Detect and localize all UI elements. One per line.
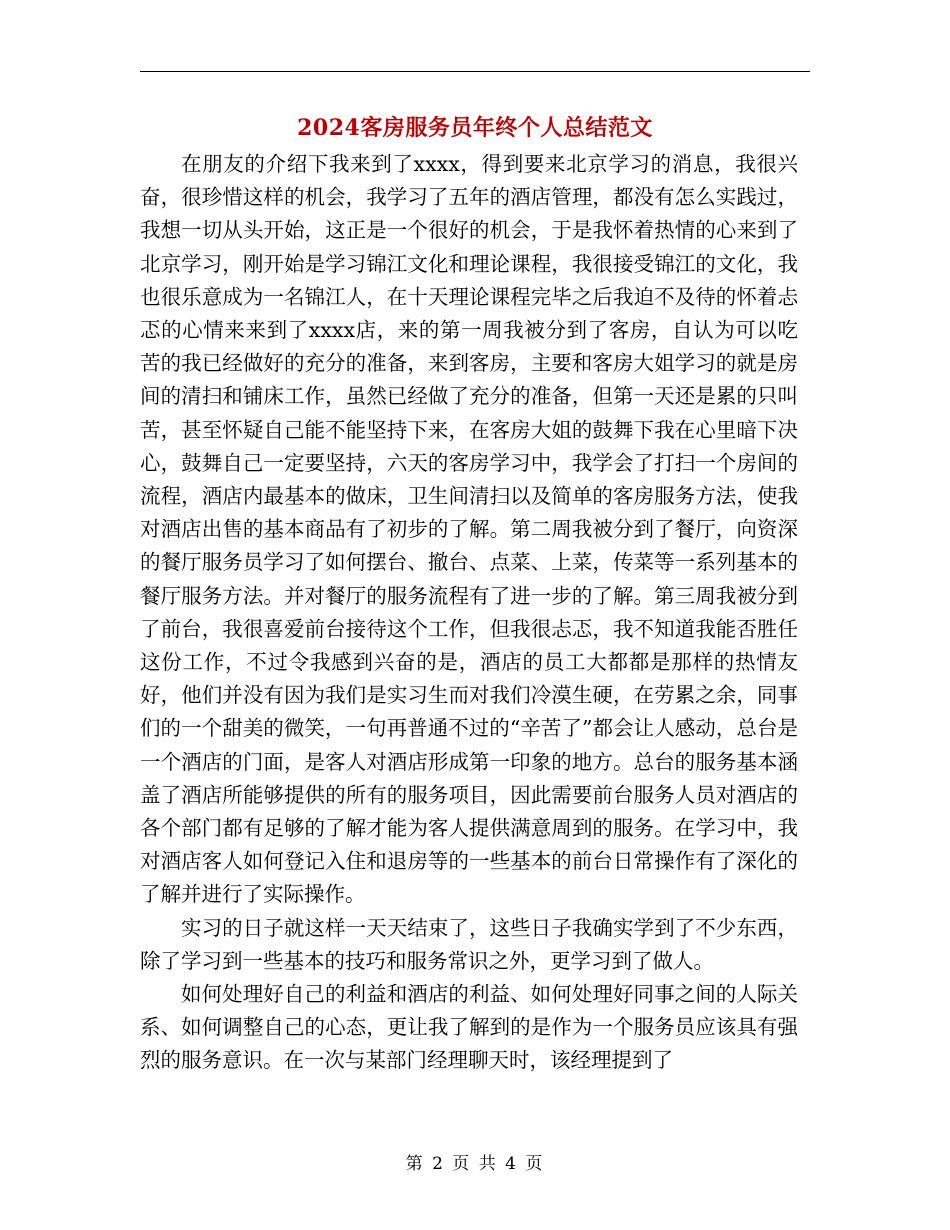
paragraph-1: 在朋友的介绍下我来到了xxxx，得到要来北京学习的消息，我很兴奋，很珍惜这样的机会，我学习了五年的酒店管理，都没有怎么实践过，我想一切从头开始，这正是一个很好的机会，于是我怀着热情的心来到了北京学习，刚开始是学习锦江文化和理论课程，我很接受锦江的文化，我也很乐意成为一名锦江人，在十天理论课程完毕之后我迫不及待的怀着忐忑的心情来来到了xxxx店，来的第一周我被分到了客房，自认为可以吃苦的我已经做好的充分的准备，来到客房，主要和客房大姐学习的就是房间的清扫和铺床工作，虽然已经做了充分的准备，但第一天还是累的只叫苦，甚至怀疑自己能不能坚持下来，在客房大姐的鼓舞下我在心里暗下决心，鼓舞自己一定要坚持，六天的客房学习中，我学会了打扫一个房间的流程，酒店内最基本的做床，卫生间清扫以及简单的客房服务方法，使我对酒店出售的基本商品有了初步的了解。第二周我被分到了餐厅，向资深的餐厅服务员学习了如何摆台、撤台、点菜、上菜，传菜等一系列基本的餐厅服务方法。并对餐厅的服务流程有了进一步的了解。第三周我被分到了前台，我很喜爱前台接待这个工作，但我很忐忑，我不知道我能否胜任这份工作，不过令我感到兴奋的是，酒店的员工大都都是那样的热情友好，他们并没有因为我们是实习生而对我们冷漠生硬，在劳累之余，同事们的一个甜美的微笑，一句再普通不过的“辛苦了”都会让人感动，总台是一个酒店的门面，是客人对酒店形成第一印象的地方。总台的服务基本涵盖了酒店所能够提供的所有的服务项目，因此需要前台服务人员对酒店的各个部门都有足够的了解才能为客人提供满意周到的服务。在学习中，我对酒店客人如何登记入住和退房等的一些基本的前台日常操作有了深化的了解并进行了实际操作。 <box>140 152 798 907</box>
paragraph-2: 实习的日子就这样一天天结束了，这些日子我确实学到了不少东西，除了学习到一些基本的技巧和服务常识之外，更学习到了做人。 <box>140 915 798 973</box>
paragraph-3: 如何处理好自己的利益和酒店的利益、如何处理好同事之间的人际关系、如何调整自己的心态，更让我了解到的是作为一个服务员应该具有强烈的服务意识。在一次与某部门经理聊天时，该经理提到了 <box>140 982 798 1073</box>
document-body <box>140 148 798 1078</box>
document-title: 2024客房服务员年终个人总结范文 <box>297 115 653 141</box>
header-rule <box>140 71 810 72</box>
page-number-footer: 第 2 页 共 4 页 <box>405 1154 545 1174</box>
